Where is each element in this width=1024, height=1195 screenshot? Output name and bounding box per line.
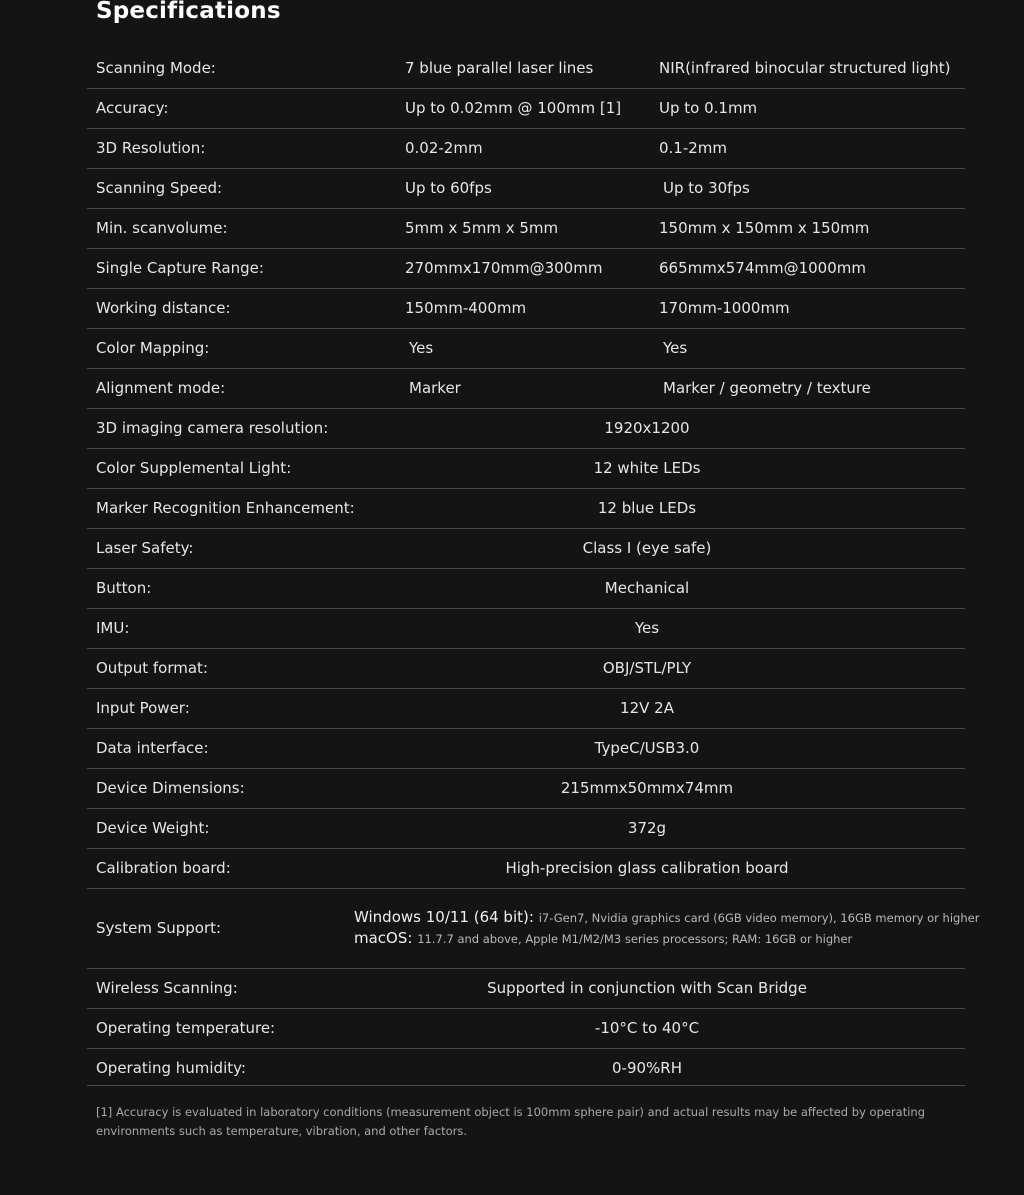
table-row [87, 529, 965, 569]
row-label: Color Supplemental Light: [96, 459, 292, 477]
nir-mode-value: 0.1-2mm [659, 139, 728, 157]
laser-mode-value: 150mm-400mm [405, 299, 527, 317]
row-label: Operating humidity: [96, 1059, 246, 1077]
nir-mode-value: 170mm-1000mm [659, 299, 790, 317]
system-support-value [354, 907, 979, 949]
table-row [87, 449, 965, 489]
row-value: Yes [634, 619, 660, 637]
row-value: Class I (eye safe) [582, 539, 712, 557]
row-label: IMU: [96, 619, 130, 637]
row-label: 3D Resolution: [96, 139, 206, 157]
table-row [87, 1009, 965, 1049]
table-row [87, 49, 965, 89]
row-value: 1920x1200 [604, 419, 690, 437]
laser-mode-value: 270mmx170mm@300mm [405, 259, 603, 277]
table-row [87, 329, 965, 369]
row-label: Color Mapping: [96, 339, 210, 357]
row-value: Mechanical [604, 579, 690, 597]
row-label: Marker Recognition Enhancement: [96, 499, 355, 517]
table-row [87, 609, 965, 649]
row-label: Input Power: [96, 699, 190, 717]
table-row [87, 289, 965, 329]
table-row [87, 769, 965, 809]
laser-mode-value: 7 blue parallel laser lines [405, 59, 594, 77]
nir-mode-value: 665mmx574mm@1000mm [659, 259, 866, 277]
macos-detail: 11.7.7 and above, Apple M1/M2/M3 series processors; RAM: 16GB or higher [417, 932, 853, 946]
table-row [87, 409, 965, 449]
nir-mode-value: Up to 0.1mm [659, 99, 758, 117]
row-label: Scanning Mode: [96, 59, 216, 77]
nir-mode-value: Marker / geometry / texture [663, 379, 871, 397]
row-label: Wireless Scanning: [96, 979, 238, 997]
row-value: High-precision glass calibration board [505, 859, 789, 877]
row-value: -10°C to 40°C [594, 1019, 700, 1037]
row-value: TypeC/USB3.0 [594, 739, 700, 757]
row-label: Scanning Speed: [96, 179, 223, 197]
nir-mode-value: Up to 30fps [663, 179, 750, 197]
row-label: Device Weight: [96, 819, 210, 837]
footnote-line-1: [1] Accuracy is evaluated in laboratory conditions (measurement object is 100mm sphere pair) and actual results may be affected by operating [96, 1105, 926, 1119]
row-value: OBJ/STL/PLY [602, 659, 692, 677]
row-label: System Support: [96, 919, 222, 937]
nir-mode-value: 150mm x 150mm x 150mm [659, 219, 870, 237]
table-row [87, 89, 965, 129]
table-row [87, 169, 965, 209]
laser-mode-value: 5mm x 5mm x 5mm [405, 219, 559, 237]
row-label: Calibration board: [96, 859, 231, 877]
table-row [87, 809, 965, 849]
table-row [87, 729, 965, 769]
row-value: 0-90%RH [612, 1059, 682, 1077]
row-value: 372g [627, 819, 667, 837]
row-label: Single Capture Range: [96, 259, 264, 277]
row-value: 12V 2A [620, 699, 674, 717]
windows-requirements [354, 907, 979, 928]
row-label: 3D imaging camera resolution: [96, 419, 329, 437]
table-row [87, 969, 965, 1009]
table-row [87, 489, 965, 529]
row-label: Button: [96, 579, 152, 597]
footnote-line-2: environments such as temperature, vibration, and other factors. [96, 1124, 468, 1138]
row-label: Device Dimensions: [96, 779, 245, 797]
windows-label: Windows 10/11 (64 bit): [354, 908, 534, 926]
laser-mode-value: 0.02-2mm [405, 139, 483, 157]
windows-detail: i7-Gen7, Nvidia graphics card (6GB video memory), 16GB memory or higher [538, 911, 980, 925]
laser-mode-value: Up to 60fps [405, 179, 492, 197]
row-label: Laser Safety: [96, 539, 194, 557]
row-label: Accuracy: [96, 99, 169, 117]
row-label: Min. scanvolume: [96, 219, 228, 237]
macos-requirements [354, 928, 979, 949]
row-label: Alignment mode: [96, 379, 226, 397]
table-row [87, 1049, 965, 1086]
row-value: Supported in conjunction with Scan Bridge [487, 979, 807, 997]
row-label: Output format: [96, 659, 208, 677]
row-label: Operating temperature: [96, 1019, 276, 1037]
table-row [87, 129, 965, 169]
table-row-system-support [87, 889, 980, 969]
table-row [87, 569, 965, 609]
row-value: 12 blue LEDs [597, 499, 697, 517]
table-row [87, 369, 965, 409]
page-title: Specifications [96, 0, 281, 24]
row-label: Working distance: [96, 299, 231, 317]
table-row [87, 649, 965, 689]
nir-mode-value: NIR(infrared binocular structured light) [659, 59, 951, 77]
row-value: 12 white LEDs [593, 459, 701, 477]
table-row [87, 689, 965, 729]
table-row [87, 849, 965, 889]
spec-table [87, 49, 980, 1086]
table-row [87, 249, 965, 289]
laser-mode-value: Marker [409, 379, 461, 397]
row-value: 215mmx50mmx74mm [560, 779, 734, 797]
accuracy-footnote [96, 1103, 936, 1141]
nir-mode-value: Yes [663, 339, 688, 357]
laser-mode-value: Up to 0.02mm @ 100mm [1] [405, 99, 622, 117]
table-row [87, 209, 965, 249]
row-label: Data interface: [96, 739, 209, 757]
macos-label: macOS: [354, 929, 413, 947]
laser-mode-value: Yes [409, 339, 434, 357]
